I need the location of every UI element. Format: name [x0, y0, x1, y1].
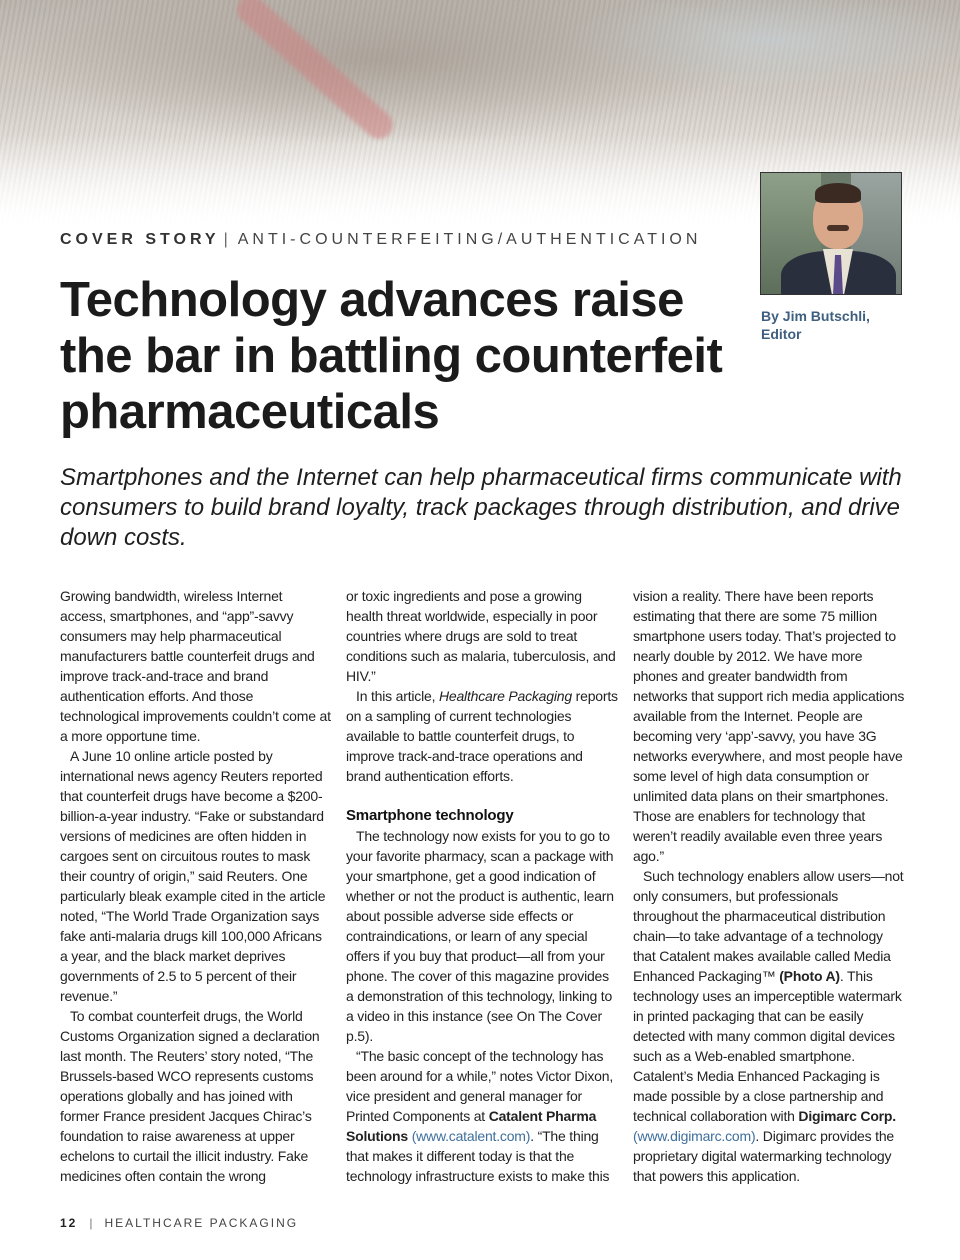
article-deck: Smartphones and the Internet can help pharmaceutical firms communicate with consumers to build brand loyalty, track packages through distribution, and drive down costs. [60, 464, 902, 551]
footer-separator: | [89, 1216, 93, 1230]
col2-p4-text-c: . “The thing that makes it different today is that the technology infrastructure exists to make this [346, 1128, 610, 1184]
publication-title: HEALTHCARE PACKAGING [104, 1216, 299, 1230]
col3-paragraph-2 [633, 866, 905, 1186]
kicker-separator: | [223, 231, 228, 248]
article-headline: Technology advances raise the bar in battling counterfeit pharmaceuticals [60, 273, 723, 439]
col2-paragraph-3: The technology now exists for you to go to your favorite pharmacy, scan a package with your smartphone, get a good indication of whether or not the product is authentic, learn about possible adverse side effects or contraindications, or learn of any special offers if you buy that product—all from your phone. The cover of this magazine provides a demonstration of this technology, linking to a video in this instance (see On The Cover p.5). [346, 828, 614, 1044]
byline-author: By Jim Butschli, [761, 308, 870, 324]
catalent-link[interactable]: (www.catalent.com) [411, 1128, 531, 1144]
col2-paragraph-2 [346, 686, 618, 786]
col1-paragraph-3: To combat counterfeit drugs, the World Customs Organization signed a declaration last month. The Reuters’ story noted, “The Brussels-based WCO represents customs operations globally and has joined with former France president Jacques Chirac’s foundation to raise awareness at upper echelons to curtail the illicit industry. Fake medicines often contain the wrong [60, 1008, 320, 1184]
col1-paragraph-1: Growing bandwidth, wireless Internet access, smartphones, and “app”-savvy consumers may help pharmaceutical manufacturers battle counterfeit drugs and improve track-and-trace and brand authentication efforts. And those technological improvements couldn’t come at a more opportune time. [60, 588, 331, 744]
col2-p2-text-a: In this article, [356, 688, 439, 704]
col3-p2-text-e: . Digimarc provides the proprietary digital watermarking technology that powers this application. [633, 1128, 894, 1184]
column-2 [346, 586, 618, 1186]
section-kicker [60, 231, 701, 249]
company-digimarc: Digimarc Corp. [798, 1108, 896, 1124]
col3-p2-text-a: Such technology enablers allow users—not only consumers, but professionals throughout the pharmaceutical distribution chain—to take advantage of a technology that Catalent makes available called Media Enhanced Packaging™ [633, 868, 904, 984]
photo-mustache [827, 225, 849, 231]
col2-paragraph-1: or toxic ingredients and pose a growing health threat worldwide, especially in poor countries where drugs are sold to treat conditions such as malaria, tuberculosis, and HIV.” [346, 588, 616, 684]
company-catalent: Catalent Pharma Solutions [346, 1108, 597, 1144]
publication-name: Healthcare Packaging [438, 688, 572, 704]
col1-paragraph-2: A June 10 online article posted by international news agency Reuters reported that counterfeit drugs have become a $200-billion-a-year industry. “Fake or substandard versions of medicines are often hidden in cargoes sent on circuitous routes to mask their country of origin,” said Reuters. One particularly bleak example cited in the article noted, “The World Trade Organization says fake anti-malaria drugs kill 100,000 Africans a year, and the black market deprives governments of 2.5 to 5 percent of their revenue.” [60, 748, 326, 1004]
digimarc-link[interactable]: (www.digimarc.com) [633, 1128, 756, 1144]
photo-hair [815, 183, 861, 203]
kicker-section: COVER STORY [60, 231, 220, 248]
kicker-topic: ANTI-COUNTERFEITING/AUTHENTICATION [237, 231, 702, 248]
column-1 [60, 586, 332, 1186]
col2-paragraph-4 [346, 1046, 618, 1186]
photo-a-reference: (Photo A) [779, 968, 840, 984]
col3-paragraph-1: vision a reality. There have been reports estimating that there are some 75 million smartphone users today. That’s projected to nearly double by 2012. We have more phones and greater bandwidth from networks that support rich media applications available from the Internet. People are becoming very ‘app’-savvy, you have 3G networks everywhere, and most people have some level of high data consumption or unlimited data plans on their smartphones. Those are enablers for technology that weren’t readily available even three years ago.” [633, 588, 905, 864]
col2-p2-text-b: reports on a sampling of current technologies available to battle counterfeit drugs, to improve track-and-trace operations and brand authentication efforts. [346, 688, 618, 784]
column-3 [633, 586, 905, 1186]
byline-role: Editor [761, 326, 802, 342]
col2-p4-text-a: “The basic concept of the technology has been around for a while,” notes Victor Dixon, vice president and general manager for Printed Components at [346, 1048, 614, 1124]
col3-p2-text-c: . This technology uses an imperceptible watermark in printed packaging that can be easily detected with many common digital devices such as a Web-enabled smartphone. Catalent’s Media Enhanced Packaging is made possible by a close partnership and technical collaboration with [633, 968, 902, 1124]
author-photo [760, 172, 902, 295]
page-footer [60, 1216, 298, 1230]
page-number: 12 [60, 1216, 78, 1230]
subhead-smartphone-technology: Smartphone technology [346, 807, 514, 824]
spacer [346, 786, 618, 806]
byline [761, 307, 921, 343]
